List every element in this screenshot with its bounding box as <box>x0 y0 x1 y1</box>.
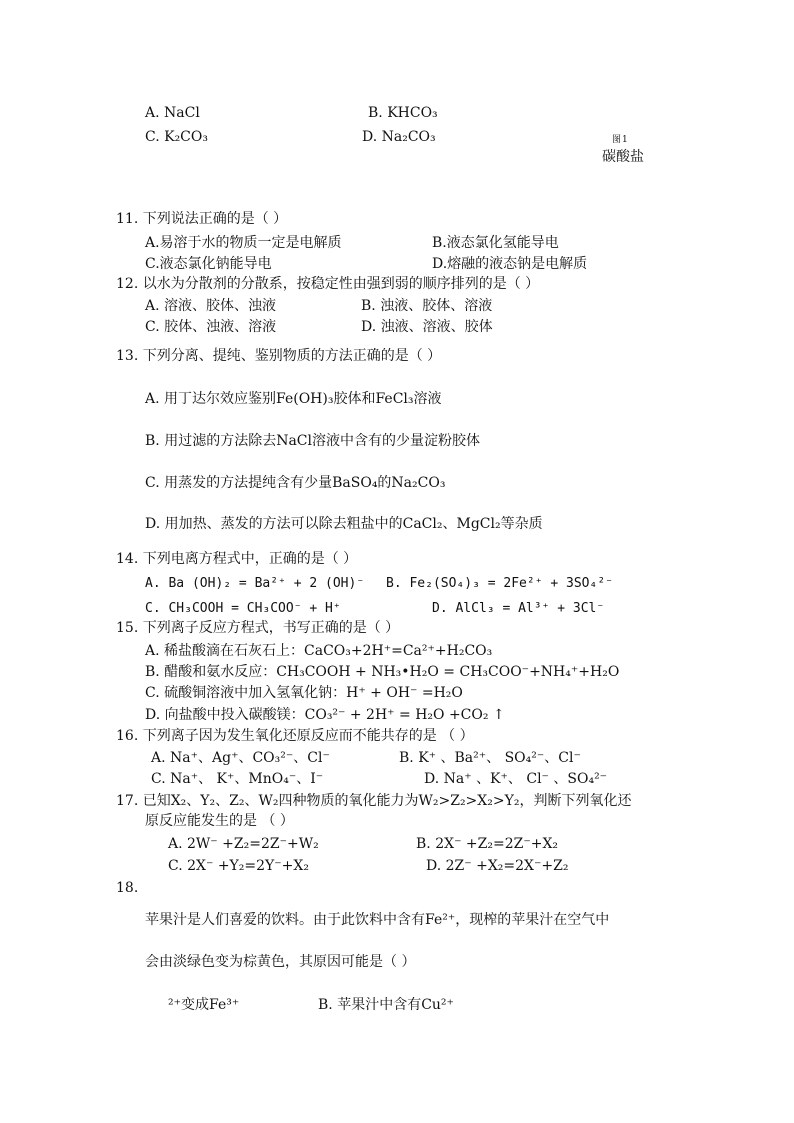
question-11-option-b: B.液态氯化氢能导电 <box>432 235 559 251</box>
question-14-option-d: D. AlCl₃ = Al³⁺ + 3Cl⁻ <box>432 601 605 616</box>
question-16-option-b: B. K⁺ 、Ba²⁺、 SO₄²⁻、Cl⁻ <box>399 750 581 766</box>
question-17-stem: 17. 已知X₂、Y₂、Z₂、W₂四种物质的氧化能力为W₂>Z₂>X₂>Y₂，判断下列氧化还 <box>116 793 632 809</box>
question-13-option-c: C. 用蒸发的方法提纯含有少量BaSO₄的Na₂CO₃ <box>145 475 446 491</box>
prev-option-c: C. K₂CO₃ <box>145 129 208 145</box>
question-17-option-c: C. 2X⁻ +Y₂=2Y⁻+X₂ <box>168 858 309 874</box>
question-18-stem-continued: 会由淡绿色变为棕黄色，其原因可能是（ ） <box>145 954 416 970</box>
question-18-number: 18. <box>116 880 139 896</box>
prev-option-d: D. Na₂CO₃ <box>362 129 436 145</box>
question-14-stem: 14. 下列电离方程式中，正确的是（ ） <box>116 551 358 567</box>
question-13-option-b: B. 用过滤的方法除去NaCl溶液中含有的少量淀粉胶体 <box>145 433 480 449</box>
question-17-option-b: B. 2X⁻ +Z₂=2Z⁻+X₂ <box>416 836 559 852</box>
question-13-option-d: D. 用加热、蒸发的方法可以除去粗盐中的CaCl₂、MgCl₂等杂质 <box>145 516 543 532</box>
question-18-stem: 苹果汁是人们喜爱的饮料。由于此饮料中含有Fe²⁺，现榨的苹果汁在空气中 <box>145 912 610 928</box>
question-16-option-d: D. Na⁺ 、K⁺、 Cl⁻ 、SO₄²⁻ <box>424 771 608 787</box>
question-13-option-a: A. 用丁达尔效应鉴别Fe(OH)₃胶体和FeCl₃溶液 <box>145 391 442 407</box>
question-12-stem: 12. 以水为分散剂的分散系，按稳定性由强到弱的顺序排列的是（ ） <box>116 276 540 292</box>
question-14-option-b: B. Fe₂(SO₄)₃ = 2Fe²⁺ + 3SO₄²⁻ <box>386 576 613 591</box>
truncated-text-fragment: 碳酸盐 <box>602 149 644 165</box>
question-13-stem: 13. 下列分离、提纯、鉴别物质的方法正确的是（ ） <box>116 348 442 364</box>
question-12-option-c: C. 胶体、浊液、溶液 <box>145 319 277 335</box>
question-15-stem: 15. 下列离子反应方程式，书写正确的是（ ） <box>116 620 400 636</box>
question-12-option-d: D. 浊液、溶液、胶体 <box>361 319 493 335</box>
question-18-option-a-fragment: ²⁺变成Fe³⁺ <box>168 997 240 1013</box>
question-11-option-d: D.熔融的液态钠是电解质 <box>432 256 588 272</box>
question-17-option-a: A. 2W⁻ +Z₂=2Z⁻+W₂ <box>168 836 319 852</box>
question-15-option-d: D. 向盐酸中投入碳酸镁：CO₃²⁻ + 2H⁺ = H₂O +CO₂ ↑ <box>145 707 505 723</box>
prev-option-a: A. NaCl <box>145 105 200 121</box>
question-17-option-d: D. 2Z⁻ +X₂=2X⁻+Z₂ <box>426 858 569 874</box>
question-12-option-b: B. 浊液、胶体、溶液 <box>361 298 493 314</box>
question-15-option-b: B. 醋酸和氨水反应：CH₃COOH + NH₃•H₂O = CH₃COO⁻+NH₄⁺+H₂O <box>145 664 620 680</box>
question-15-option-c: C. 硫酸铜溶液中加入氢氧化钠：H⁺ + OH⁻ =H₂O <box>145 685 463 701</box>
question-16-option-a: A. Na⁺、Ag⁺、CO₃²⁻、Cl⁻ <box>151 750 330 766</box>
question-12-option-a: A. 溶液、胶体、浊液 <box>145 298 277 314</box>
question-16-option-c: C. Na⁺、 K⁺、MnO₄⁻、I⁻ <box>151 771 324 787</box>
question-14-option-c: C. CH₃COOH = CH₃COO⁻ + H⁺ <box>145 601 341 616</box>
question-16-stem: 16. 下列离子因为发生氧化还原反应而不能共存的是 （ ） <box>116 728 474 744</box>
question-11-option-c: C.液态氯化钠能导电 <box>145 256 272 272</box>
question-17-stem-continued: 原反应能发生的是 （ ） <box>145 813 294 829</box>
question-11-stem: 11. 下列说法正确的是（ ） <box>116 211 288 227</box>
question-14-option-a: A. Ba (OH)₂ = Ba²⁺ + 2 (OH)⁻ <box>145 576 365 591</box>
truncated-figure-label: 图1 <box>612 135 629 145</box>
prev-option-b: B. KHCO₃ <box>368 105 438 121</box>
question-15-option-a: A. 稀盐酸滴在石灰石上：CaCO₃+2H⁺=Ca²⁺+H₂CO₃ <box>145 643 493 659</box>
question-18-option-b: B. 苹果汁中含有Cu²⁺ <box>318 997 454 1013</box>
question-11-option-a: A.易溶于水的物质一定是电解质 <box>145 235 342 251</box>
